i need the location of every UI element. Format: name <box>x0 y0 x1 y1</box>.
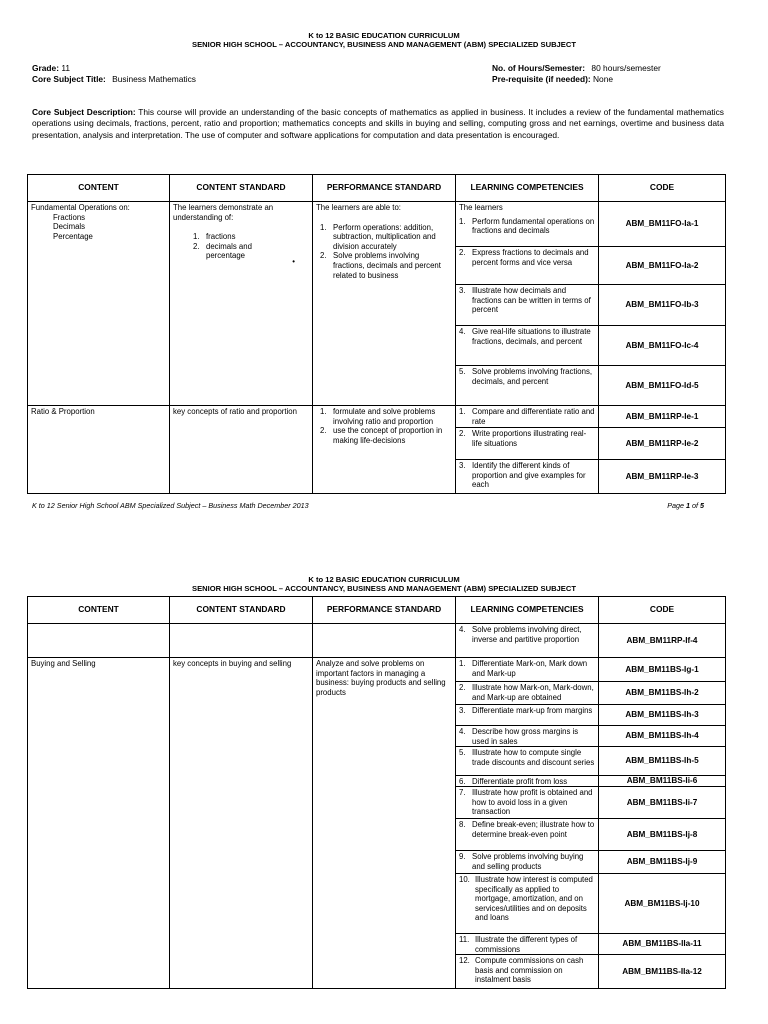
performance-standard-cell <box>313 202 456 406</box>
competency-cell <box>456 726 599 746</box>
competency-cell <box>456 776 599 786</box>
prereq-line <box>492 74 613 85</box>
competency-cell: 4. Give real-life situations to illustrate fractions, decimals, and percent <box>456 326 599 366</box>
table-row <box>456 776 725 787</box>
table-row <box>28 658 726 989</box>
competency-number: 6. <box>459 777 466 786</box>
subject-title-line <box>32 74 196 85</box>
table-row <box>456 726 725 747</box>
table-header-row <box>28 175 726 202</box>
competency-cell <box>456 851 599 873</box>
competency-text: Describe how gross margins is used in sales <box>472 727 579 745</box>
competency-cell <box>456 682 599 704</box>
table-row <box>456 682 725 705</box>
code-cell: ABM_BM11RP-Ie-1 <box>599 406 726 428</box>
table-row <box>28 202 726 216</box>
table-row <box>456 819 725 851</box>
grade-value: 11 <box>61 63 71 73</box>
competency-cell <box>456 819 599 850</box>
page-gap <box>0 520 768 570</box>
code-cell: ABM_BM11BS-Ih-2 <box>625 688 699 698</box>
col-header-content: CONTENT <box>28 175 170 202</box>
table-row <box>456 955 725 988</box>
curriculum-table-page1 <box>27 174 726 494</box>
competency-cell <box>456 787 599 818</box>
performance-intro: The learners are able to: <box>316 203 401 212</box>
competency-number: 11. <box>459 935 470 944</box>
subject-title-label: Core Subject Title: <box>32 74 106 84</box>
competency-cell: 2. Write proportions illustrating real-life situations <box>456 428 599 460</box>
prereq-label: Pre-requisite (if needed): <box>492 74 591 84</box>
table-row <box>456 934 725 955</box>
table-row <box>456 874 725 934</box>
content-subtopic: Percentage <box>53 231 93 241</box>
col-header-learning-competencies: LEARNING COMPETENCIES <box>456 175 599 202</box>
page-header <box>0 575 768 593</box>
performance-standard-cell: Analyze and solve problems on important factors in managing a business: buying products and selling products <box>313 658 456 989</box>
competency-text: Solve problems involving buying and selling products <box>472 852 584 871</box>
content-title: Fundamental Operations on: <box>31 203 130 212</box>
list-item: 1. fractions <box>193 232 236 242</box>
standard-intro: The learners demonstrate an understanding of: <box>173 203 274 222</box>
grade-line <box>32 63 70 74</box>
competency-text: Differentiate Mark-on, Mark down and Mark-up <box>472 659 588 678</box>
list-item: 2. Solve problems involving fractions, decimals and percent related to business <box>320 251 441 280</box>
col-header-content: CONTENT <box>28 597 170 624</box>
competency-cell: 3. Identify the different kinds of proportion and give examples for each <box>456 460 599 494</box>
content-standard-cell: key concepts in buying and selling <box>170 658 313 989</box>
header-subtitle: SENIOR HIGH SCHOOL – ACCOUNTANCY, BUSINESS AND MANAGEMENT (ABM) SPECIALIZED SUBJECT <box>192 40 576 49</box>
code-cell: ABM_BM11BS-IIa-11 <box>622 939 702 949</box>
competency-number: 10. <box>459 875 470 884</box>
list-item: 2. use the concept of proportion in making life-decisions <box>320 426 443 445</box>
competency-cell <box>456 874 599 933</box>
col-header-learning-competencies: LEARNING COMPETENCIES <box>456 597 599 624</box>
competency-cell <box>456 955 599 988</box>
competency-text: Illustrate the different types of commissions <box>475 935 578 953</box>
description-text: This course will provide an understanding of the basic concepts of mathematics as applied in business. It includes a review of the fundamental mathematics operations using decimals, fractions, percent, ratio and proportion; mathematics concepts and skills in buying and selling, computing gross and net earnings, overtime and business data presentation, analysis and interpretation. The use of computer and software applications for computation and data presentation is encouraged. <box>32 107 724 140</box>
code-cell: ABM_BM11RP-Ie-3 <box>599 460 726 494</box>
table-header-row <box>28 597 726 624</box>
competency-text: Differentiate mark-up from margins <box>472 706 593 715</box>
header-title: K to 12 BASIC EDUCATION CURRICULUM <box>308 575 460 584</box>
competency-text: Compute commissions on cash basis and commission on instalment basis <box>475 956 584 985</box>
competency-text: Illustrate how interest is computed specifically as applied to mortgage, amortization, and on services/utilities and on deposits and loans <box>475 875 593 923</box>
lc-intro: The learners <box>456 202 599 216</box>
footer-page-number: Page 1 of 5 <box>667 501 704 510</box>
code-cell: ABM_BM11BS-Ii-6 <box>626 776 698 786</box>
performance-standard-cell <box>313 406 456 494</box>
hours-line <box>492 63 661 74</box>
list-item: 2. decimals and percentage <box>193 241 252 261</box>
content-subtopic: Decimals <box>53 222 86 232</box>
col-header-content-standard: CONTENT STANDARD <box>170 597 313 624</box>
hours-value: 80 hours/semester <box>591 63 661 73</box>
footer-left: K to 12 Senior High School ABM Specialized Subject – Business Math December 2013 <box>32 501 309 510</box>
content-cell <box>28 202 170 406</box>
table-row <box>28 406 726 428</box>
performance-standard-cell <box>313 624 456 658</box>
bullet-mark: • <box>292 256 295 266</box>
competency-text: Differentiate profit from loss <box>472 777 568 785</box>
code-cell: ABM_BM11BS-Ih-4 <box>625 731 699 741</box>
competency-cell <box>456 658 599 681</box>
document-page-2 <box>0 570 768 1024</box>
competency-cell: 4. Solve problems involving direct, inverse and partitive proportion <box>456 624 599 658</box>
competency-text: Define break-even; illustrate how to determine break-even point <box>472 820 595 839</box>
code-cell: ABM_BM11BS-Ij-10 <box>624 898 700 908</box>
code-cell: ABM_BM11FO-Id-5 <box>599 366 726 406</box>
grade-label: Grade: <box>32 63 59 73</box>
table-row <box>28 624 726 658</box>
content-subtopic: Fractions <box>53 212 86 222</box>
competency-number: 8. <box>459 820 466 829</box>
competencies-block <box>456 658 726 989</box>
col-header-code: CODE <box>599 175 726 202</box>
content-standard-cell: key concepts of ratio and proportion <box>170 406 313 494</box>
col-header-code: CODE <box>599 597 726 624</box>
code-cell: ABM_BM11RP-If-4 <box>599 624 726 658</box>
code-cell: ABM_BM11FO-Ia-1 <box>599 202 726 247</box>
table-row <box>456 658 725 682</box>
header-title: K to 12 BASIC EDUCATION CURRICULUM <box>308 31 460 40</box>
competency-cell: 2. Express fractions to decimals and percent forms and vice versa <box>456 247 599 285</box>
content-cell: Buying and Selling <box>28 658 170 989</box>
competency-cell: 3. Illustrate how decimals and fractions can be written in terms of percent <box>456 285 599 326</box>
competency-cell: 1. Compare and differentiate ratio and rate <box>456 406 599 428</box>
competency-cell: 5. Solve problems involving fractions, decimals, and percent <box>456 366 599 406</box>
table-row <box>456 747 725 776</box>
competency-cell: 1. Perform fundamental operations on fractions and decimals <box>456 216 599 247</box>
competency-number: 12. <box>459 956 470 965</box>
competency-number: 1. <box>459 659 466 668</box>
col-header-performance-standard: PERFORMANCE STANDARD <box>313 597 456 624</box>
content-cell <box>28 624 170 658</box>
hours-label: No. of Hours/Semester: <box>492 63 586 73</box>
subject-title-value: Business Mathematics <box>112 74 196 84</box>
list-item: 1. formulate and solve problems involving ratio and proportion <box>320 407 436 426</box>
code-cell: ABM_BM11FO-Ia-2 <box>599 247 726 285</box>
table-row <box>456 787 725 819</box>
competency-cell <box>456 934 599 954</box>
competency-number: 2. <box>459 683 466 692</box>
curriculum-table-page2 <box>27 596 726 989</box>
content-cell: Ratio & Proportion <box>28 406 170 494</box>
code-cell: ABM_BM11FO-Ib-3 <box>599 285 726 326</box>
content-standard-cell <box>170 202 313 406</box>
table-row <box>456 851 725 874</box>
code-cell: ABM_BM11BS-IIa-12 <box>622 966 702 976</box>
code-cell: ABM_BM11RP-Ie-2 <box>599 428 726 460</box>
competency-text: Illustrate how to compute single trade discounts and discount series <box>472 748 595 767</box>
content-standard-cell <box>170 624 313 658</box>
list-item: 1. Perform operations: addition, subtraction, multiplication and division accurately <box>320 222 436 251</box>
code-cell: ABM_BM11BS-Ih-3 <box>625 710 699 720</box>
description-label: Core Subject Description: <box>32 107 136 117</box>
code-cell: ABM_BM11BS-Ii-7 <box>626 797 698 807</box>
competency-cell <box>456 747 599 775</box>
prereq-value: None <box>592 74 614 84</box>
competency-number: 9. <box>459 852 466 861</box>
header-subtitle: SENIOR HIGH SCHOOL – ACCOUNTANCY, BUSINESS AND MANAGEMENT (ABM) SPECIALIZED SUBJECT <box>192 584 576 593</box>
col-header-performance-standard: PERFORMANCE STANDARD <box>313 175 456 202</box>
code-cell: ABM_BM11BS-Ih-5 <box>625 756 699 766</box>
code-cell: ABM_BM11BS-Ij-9 <box>626 857 698 867</box>
competency-text: Illustrate how profit is obtained and how to avoid loss in a given transaction <box>472 788 593 817</box>
competency-number: 5. <box>459 748 466 757</box>
code-cell: ABM_BM11FO-Ic-4 <box>599 326 726 366</box>
code-cell: ABM_BM11BS-Ig-1 <box>625 664 699 674</box>
competency-number: 4. <box>459 727 466 736</box>
competency-number: 3. <box>459 706 466 715</box>
competency-list <box>456 658 725 988</box>
page-header <box>0 31 768 49</box>
competency-cell <box>456 705 599 725</box>
table-row <box>456 705 725 726</box>
subject-description <box>32 107 724 141</box>
code-cell: ABM_BM11BS-Ij-8 <box>626 829 698 839</box>
competency-number: 7. <box>459 788 466 797</box>
competency-text: Illustrate how Mark-on, Mark-down, and Mark-up are obtained <box>472 683 594 702</box>
col-header-content-standard: CONTENT STANDARD <box>170 175 313 202</box>
